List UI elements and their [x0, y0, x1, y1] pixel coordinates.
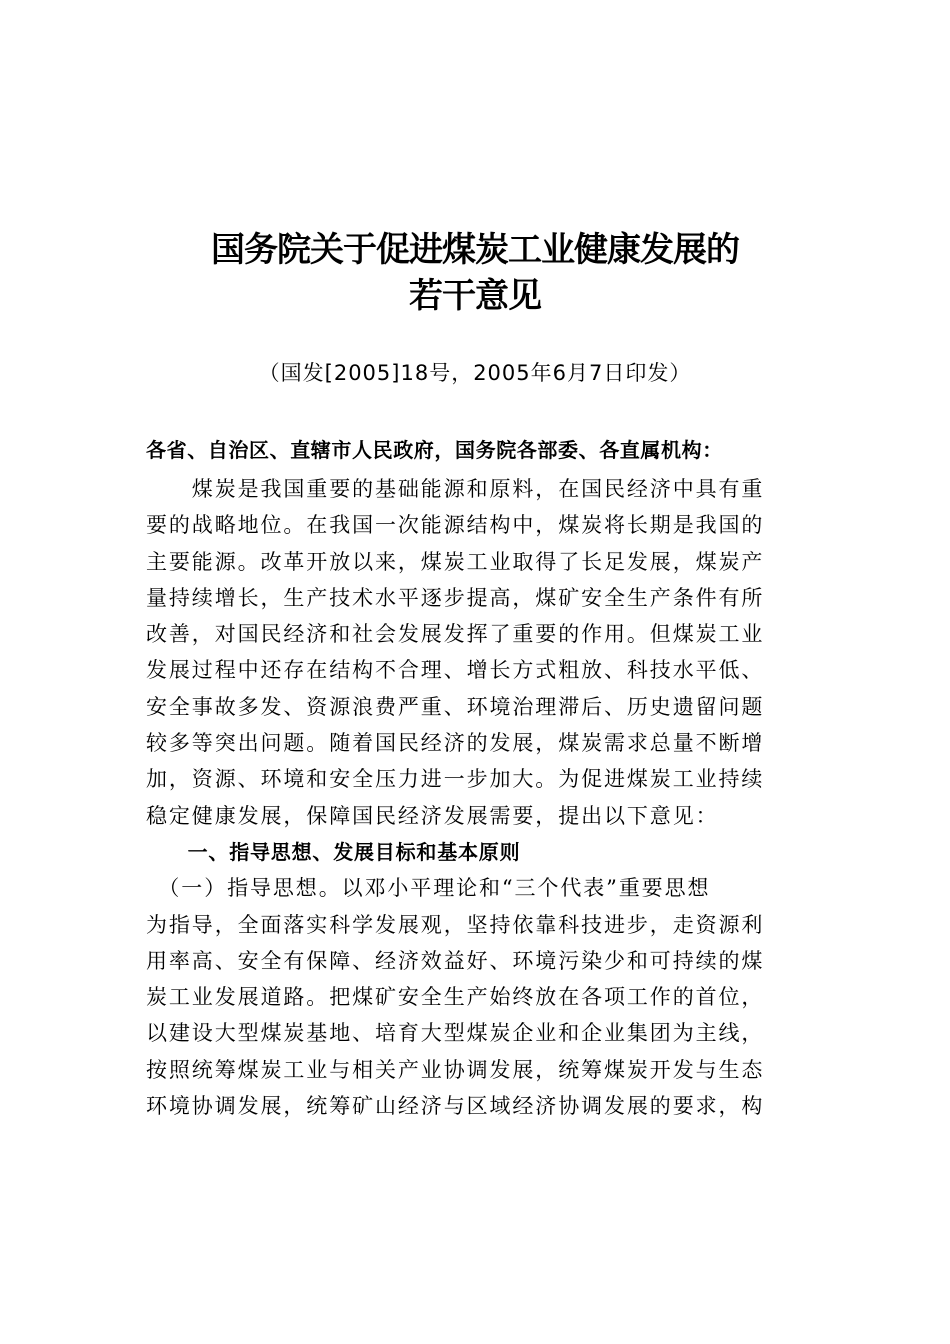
paragraph-2-line: 按照统筹煤炭工业与相关产业协调发展，统筹煤炭开发与生态 — [146, 1057, 765, 1082]
paragraph-1-line: 主要能源。改革开放以来，煤炭工业取得了长足发展，煤炭产 — [146, 549, 765, 574]
paragraph-1-line: 煤炭是我国重要的基础能源和原料，在国民经济中具有重 — [146, 477, 765, 501]
document-title-line-2: 若干意见 — [409, 276, 541, 316]
paragraph-2-line: 为指导，全面落实科学发展观，坚持依靠科技进步，走资源利 — [146, 912, 765, 937]
section-heading: 一、指导思想、发展目标和基本原则 — [146, 839, 521, 864]
paragraph-1-line: 要的战略地位。在我国一次能源结构中，煤炭将长期是我国的 — [146, 513, 765, 538]
paragraph-1-line: 加，资源、环境和安全压力进一步加大。为促进煤炭工业持续 — [146, 767, 765, 792]
addressee: 各省、自治区、直辖市人民政府，国务院各部委、各直属机构： — [146, 438, 723, 462]
paragraph-1-line: 发展过程中还存在结构不合理、增长方式粗放、科技水平低、 — [146, 658, 765, 683]
paragraph-2-line: （一）指导思想。以邓小平理论和“三个代表”重要思想 — [146, 876, 711, 901]
paragraph-2-line: 以建设大型煤炭基地、培育大型煤炭企业和企业集团为主线， — [146, 1021, 765, 1046]
paragraph-1 — [146, 471, 806, 1124]
paragraph-1-line: 稳定健康发展，保障国民经济发展需要，提出以下意见： — [146, 803, 719, 828]
paragraph-1-line: 改善，对国民经济和社会发展发挥了重要的作用。但煤炭工业 — [146, 622, 765, 647]
paragraph-2-line: 环境协调发展，统筹矿山经济与区域经济协调发展的要求，构 — [146, 1094, 765, 1119]
paragraph-1-line: 安全事故多发、资源浪费严重、环境治理滞后、历史遗留问题 — [146, 694, 765, 719]
document-title-line-1: 国务院关于促进煤炭工业健康发展的 — [211, 230, 739, 270]
document-number: （国发[2005]18号，2005年6月7日印发） — [258, 361, 692, 385]
paragraph-1-line: 较多等突出问题。随着国民经济的发展，煤炭需求总量不断增 — [146, 731, 765, 756]
paragraph-2-line: 用率高、安全有保障、经济效益好、环境污染少和可持续的煤 — [146, 948, 765, 973]
paragraph-2-line: 炭工业发展道路。把煤矿安全生产始终放在各项工作的首位， — [146, 985, 765, 1010]
paragraph-1-line: 量持续增长，生产技术水平逐步提高，煤矿安全生产条件有所 — [146, 585, 765, 610]
